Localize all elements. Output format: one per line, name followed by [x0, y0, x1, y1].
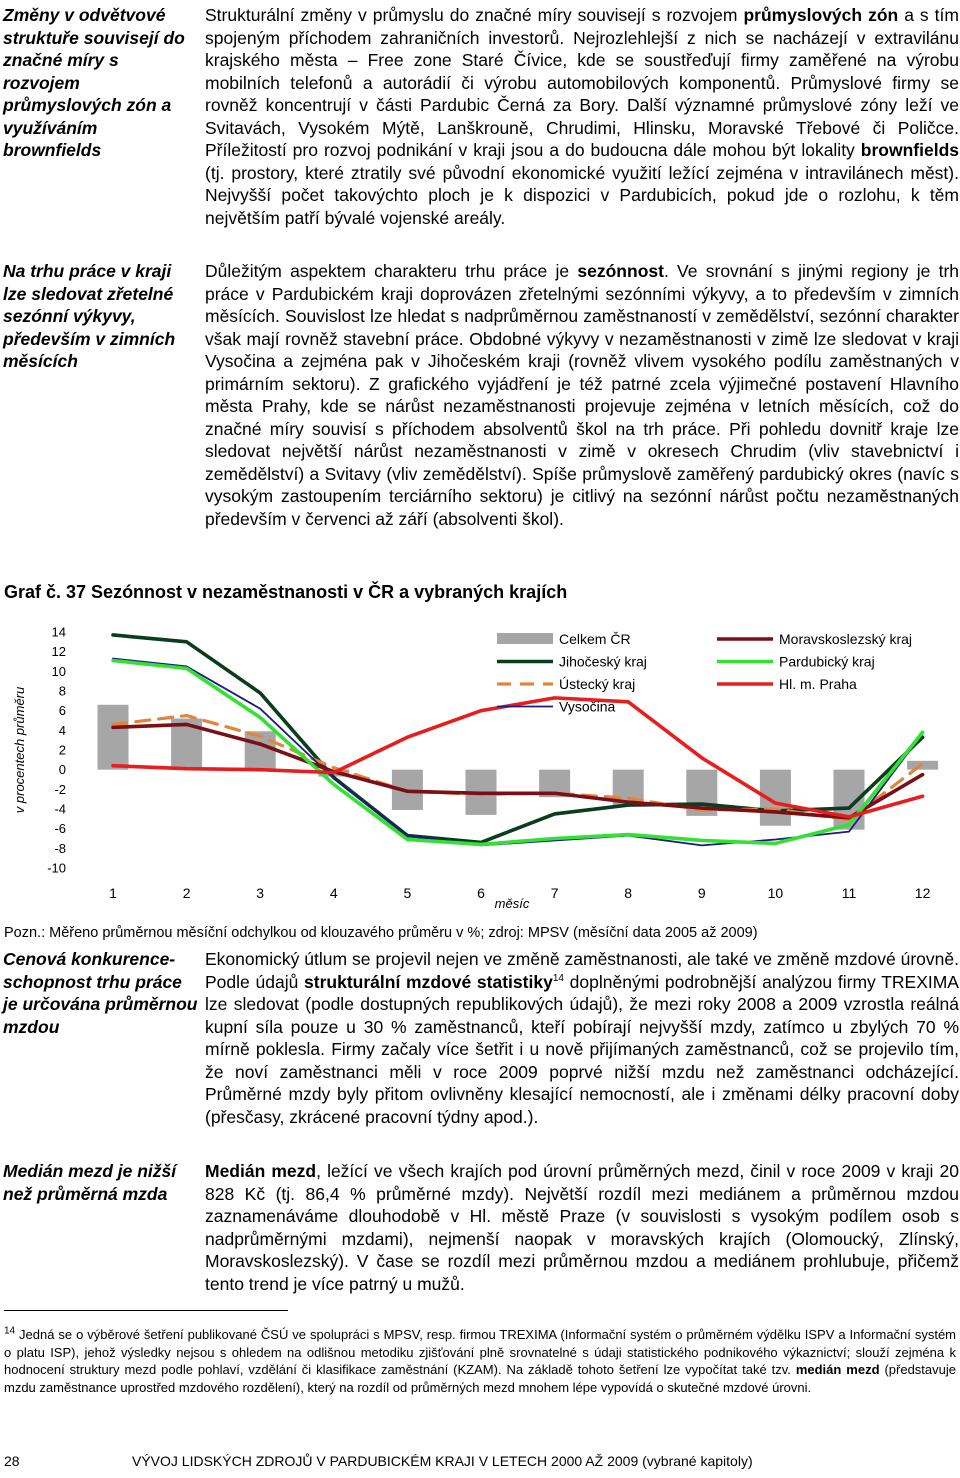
y-tick-label: 12 [51, 644, 66, 660]
y-tick-label: -2 [54, 781, 66, 797]
y-tick-label: -4 [54, 801, 66, 817]
x-tick-label: 9 [697, 885, 706, 901]
bold-term-median-footnote: medián mezd [795, 1362, 880, 1377]
y-tick-label: 6 [58, 703, 66, 719]
legend-label: Ústecký kraj [559, 676, 636, 692]
text: Strukturální změny v průmyslu do značné míry souvisejí s rozvojem [205, 5, 744, 25]
text: doplněnými podrobnější analýzou firmy TREXIMA lze sledovat (podle dostupných republikových údajů), že mezi roky 2008 a 2009 vzrostla reálná kupní síla pouze u 30 % zaměstnanců, kteří pobírají nejvyšší mzdy, zatímco u zbylých 70 % mírně poklesla. Firmy začaly více šetřit i u nově přijímaných zaměstnanců, což se projevilo tím, že noví zaměstnanci měli v roce 2009 poprvé nižší mzdu než zaměstnanci odcházející. Průměrné mzdy byly přitom ovlivněny klesající nemocností, ale i změnami délky pracovní doby (přesčasy, zkrácené pracovní týdny apod.). [205, 971, 959, 1127]
margin-note-competitiveness: Cenová konkurence-schopnost trhu práce je určována průměrnou mzdou [3, 949, 198, 1037]
bold-term-brownfields: brownfields [860, 140, 959, 160]
footnote-ref: 14 [552, 972, 564, 984]
legend-label: Jihočeský kraj [559, 653, 647, 670]
margin-note-median: Medián mezd je nižší než průměrná mzda [3, 1161, 177, 1204]
page-number: 28 [4, 1453, 20, 1469]
x-tick-label: 7 [550, 885, 559, 901]
bar-celkem-cr [907, 761, 938, 770]
footnote-rule [4, 1310, 288, 1311]
y-axis-label: v procentech průměru [12, 686, 27, 814]
bold-term-median: Medián mezd [205, 1161, 317, 1181]
text: Jedná se o výběrové šetření publikované ČSÚ ve spolupráci s MPSV, resp. firmou TREXIMA (Informační systém o průměrném výdělku ISPV a Informační systém o platu ISP), jehož výsledky nejsou s ohledem na odlišnou metodiku zjišťování plně srovnatelné s údaji statistického podnikového výkaznictví; slouží zejména k hodnocení struktury mezd podle pohlaví, vzdělání či klasifikace zaměstnání (KZAM). Na základě tohoto šetření lze vypočítat také tzv. [4, 1327, 956, 1377]
x-tick-label: 1 [109, 885, 117, 901]
text: (představuje mzdu zaměstnance uprostřed mzdového rozdělení), který na rozdíl od průměrných mezd mnohem lépe vypovídá o skutečné mzdové úrovni. [4, 1362, 956, 1395]
y-tick-label: 0 [58, 762, 66, 778]
paragraph-wages [205, 948, 959, 1128]
text: , ležící ve všech krajích pod úrovní průměrných mezd, činil v roce 2009 v kraji 20 828 Kč (tj. 86,4 % průměrné mzdy). Největší rozdíl mezi mediánem a průměrnou mzdou zaznamenáváme dlouhodobě v Hl. městě Praze (v souvislosti s vysokým podílem osob s nadprůměrnými mzdami), nejmenší naopak v moravských krajích (Olomoucký, Zlínský, Moravskoslezský). V čase se rozdíl mezi průměrnou mzdou a mediánem prohlubuje, přičemž tento trend je více patrný u mužů. [205, 1161, 959, 1294]
x-tick-label: 5 [403, 885, 412, 901]
bold-term-wage-statistics: strukturální mzdové statistiky [304, 971, 553, 992]
y-tick-label: -10 [47, 860, 66, 876]
paragraph-industrial-zones [205, 4, 959, 229]
legend-label: Moravskoslezský kraj [779, 631, 913, 647]
text: a s tím spojeným příchodem zahraničních investorů. Nejrozlehlejší z nich se nacházejí v extravilánu krajského města – Free zone Staré Čívice, kde se soustřeďují firmy zaměřené na výrobu mobilních telefonů a autorádií či výrobu automobilových komponentů. Průmyslové firmy se rovněž koncentrují v části Pardubic Černá za Bory. Další významné průmyslové zóny leží ve Svitavách, Vysokém Mýtě, Lanškrouně, Chrudimi, Hlinsku, Moravské Třebové či Poličce. Příležitostí pro rozvoj podnikání v kraji jsou a do budoucna dále mohou být lokality [205, 5, 959, 160]
y-tick-label: 2 [58, 742, 66, 758]
footer-title: VÝVOJ LIDSKÝCH ZDROJŮ V PARDUBICKÉM KRAJI V LETECH 2000 AŽ 2009 (vybrané kapitoly) [132, 1453, 753, 1469]
x-tick-label: 11 [841, 885, 857, 901]
text: Důležitým aspektem charakteru trhu práce je [205, 261, 578, 281]
margin-note-seasonality: Na trhu práce v kraji lze sledovat zřetelné sezónní výkyvy, především v zimních měsících [3, 261, 176, 371]
paragraph-seasonality [205, 260, 959, 530]
margin-note-industrial-zones: Změny v odvětvové struktuře souvisejí do značné míry s rozvojem průmyslových zón a využíváním brownfields [3, 5, 185, 160]
x-tick-label: 3 [256, 885, 265, 901]
legend-label: Pardubický kraj [779, 653, 875, 670]
text: Ekonomický útlum se projevil nejen ve změně zaměstnanosti, ale také ve změně mzdové úrovně. Podle údajů [205, 949, 959, 992]
chart-note: Pozn.: Měřeno průměrnou měsíční odchylkou od klouzavého průměru v %; zdroj: MPSV (měsíční data 2005 až 2009) [4, 925, 758, 941]
x-tick-label: 2 [182, 885, 191, 901]
bold-term-industrial-zones: průmyslových zón [743, 5, 899, 25]
legend-label: Hl. m. Praha [779, 676, 857, 692]
paragraph-median [205, 1160, 959, 1295]
line-hl-m-praha [113, 698, 923, 817]
x-tick-label: 10 [767, 885, 784, 901]
x-axis-label: měsíc [494, 896, 530, 911]
seasonality-chart [0, 608, 960, 918]
y-tick-label: 10 [51, 663, 66, 679]
graph-title: Graf č. 37 Sezónnost v nezaměstnanosti v ČR a vybraných krajích [4, 582, 568, 602]
legend-label: Celkem ČR [559, 631, 631, 647]
legend-swatch [497, 633, 553, 644]
line-moravskoslezsk-kraj [113, 724, 923, 817]
y-tick-label: -8 [54, 840, 66, 856]
x-tick-label: 12 [914, 885, 931, 901]
footnote [4, 1326, 956, 1396]
text: (tj. prostory, které ztratily své původní ekonomické využití ležící zejména v intravilánech měst). Nejvyšší počet takovýchto ploch je k dispozici v Pardubicích, pokud jde o rozlohu, k těm největším patří bývalé vojenské areály. [205, 162, 959, 228]
text: . Ve srovnání s jinými regiony je trh práce v Pardubickém kraji doprovázen zřetelnými sezónními výkyvy, a to především v zimních měsících. Souvislost lze hledat s nadprůměrnou zaměstnaností v zemědělství, sezónní charakter však mají rovněž stavební práce. Obdobné výkyvy v nezaměstnanosti v zimě lze sledovat v kraji Vysočina a zejména pak v Jihočeském kraji (rovněž vlivem vysokého podílu zaměstnaných v primárním sektoru). Z grafického vyjádření je též patrné zcela výjimečné postavení Hlavního města Prahy, kde se nárůst nezaměstnanosti projevuje zejména v letních měsících, což do značné míry souvisí s příchodem absolventů škol na trh práce. Při pohledu dovnitř kraje lze sledovat největší nárůst nezaměstnanosti v zimě v okresech Chrudim (vliv stavebnictví i zemědělství) a Svitavy (vliv zemědělství). Spíše průmyslově zaměřený pardubický okres (navíc s vysokým zastoupením terciárního sektoru) je citlivý na sezónní nárůst počtu nezaměstnaných především v červenci až září (absolventi škol). [205, 261, 960, 529]
y-tick-label: 8 [58, 683, 66, 699]
bold-term-seasonality: sezónnost [577, 261, 664, 281]
y-tick-label: 14 [51, 624, 66, 640]
footnote-number: 14 [4, 1325, 16, 1337]
x-tick-label: 8 [624, 885, 633, 901]
x-tick-label: 6 [477, 885, 485, 901]
legend-label: Vysočina [559, 698, 616, 715]
y-tick-label: 4 [58, 722, 66, 738]
x-tick-label: 4 [329, 885, 338, 901]
chart-svg [0, 608, 960, 918]
bar-celkem-cr [98, 705, 129, 770]
y-tick-label: -6 [54, 821, 66, 837]
